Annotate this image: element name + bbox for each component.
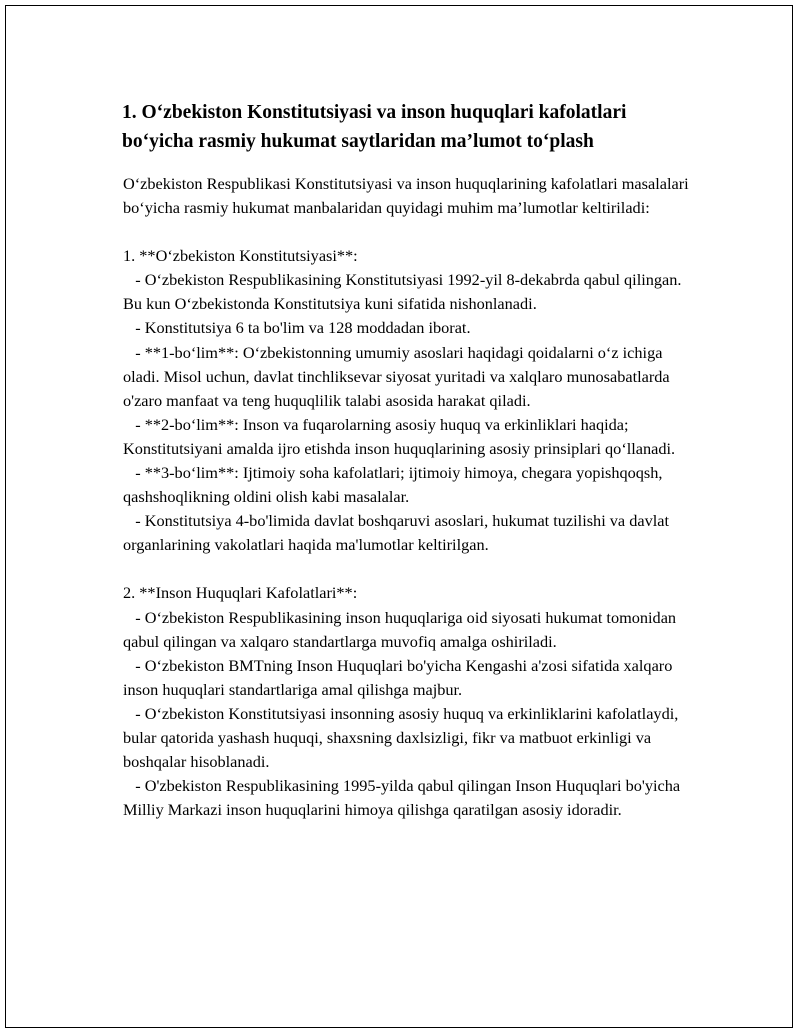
spacer — [123, 220, 698, 244]
section-1-title: 1. **O‘zbekiston Konstitutsiyasi**: — [123, 246, 358, 266]
section-1-item: - **3-bo‘lim**: Ijtimoiy soha kafolatlari; ijtimoiy himoya, chegara yopishqoqsh, qashshoqlikning oldini olish kabi masalalar. — [123, 463, 667, 507]
page-title: 1. O‘zbekiston Konstitutsiyasi va inson huquqlari kafolatlari bo‘yicha rasmiy hukumat saytlaridan ma’lumot to‘plash — [122, 102, 627, 152]
section-1-item: - **2-bo‘lim**: Inson va fuqarolarning asosiy huquq va erkinliklari haqida; Konstitutsiyani amalda ijro etishda inson huquqlarining asosiy prinsiplari qo‘llanadi. — [123, 414, 676, 458]
section-1-item: - **1-bo‘lim**: O‘zbekistonning umumiy asoslari haqidagi qoidalarni o‘z ichiga oladi. Misol uchun, davlat tinchliksevar siyosat yuritadi va xalqlaro munosabatlarda o'zaro manfaat va teng huquqlilik talabi asosida harakat qiladi. — [123, 342, 674, 410]
spacer — [123, 557, 698, 581]
section-2-title: 2. **Inson Huquqlari Kafolatlari**: — [123, 583, 358, 603]
page-frame — [5, 5, 793, 1028]
section-2-item: - O‘zbekiston Konstitutsiyasi insonning asosiy huquq va erkinliklarini kafolatlaydi, bular qatorida yashash huquqi, shaxsning daxlsizligi, fikr va matbuot erkinligi va boshqalar hisoblanadi. — [123, 703, 683, 772]
section-1-item: - Konstitutsiya 6 ta bo'lim va 128 moddadan iborat. — [123, 318, 471, 338]
section-2-item: - O‘zbekiston Respublikasining inson huquqlariga oid siyosati hukumat tomonidan qabul qilingan va xalqaro standartlarga muvofiq amalga oshiriladi. — [123, 607, 681, 651]
section-2-item: - O'zbekiston Respublikasining 1995-yilda qabul qilingan Inson Huquqlari bo'yicha Milliy Markazi inson huquqlarini himoya qilishga qaratilgan asosiy idoradir. — [123, 776, 685, 820]
section-1-item: - Konstitutsiya 4-bo'limida davlat boshqaruvi asoslari, hukumat tuzilishi va davlat organlarining vakolatlari haqida ma'lumotlar keltirilgan. — [123, 511, 674, 555]
intro-paragraph: O‘zbekiston Respublikasi Konstitutsiyasi va inson huquqlarining kafolatlari masalalari bo‘yicha rasmiy hukumat manbalaridan quyidagi muhim ma’lumotlar keltiriladi: — [123, 174, 693, 218]
document-body — [118, 98, 698, 822]
section-1-item: - O‘zbekiston Respublikasining Konstitutsiyasi 1992-yil 8-dekabrda qabul qilingan. Bu kun O‘zbekistonda Konstitutsiya kuni sifatida nishonlanadi. — [123, 270, 686, 314]
section-2-item: - O‘zbekiston BMTning Inson Huquqlari bo'yicha Kengashi a'zosi sifatida xalqaro inson huquqlari standartlariga amal qilishga majbur. — [123, 655, 677, 699]
